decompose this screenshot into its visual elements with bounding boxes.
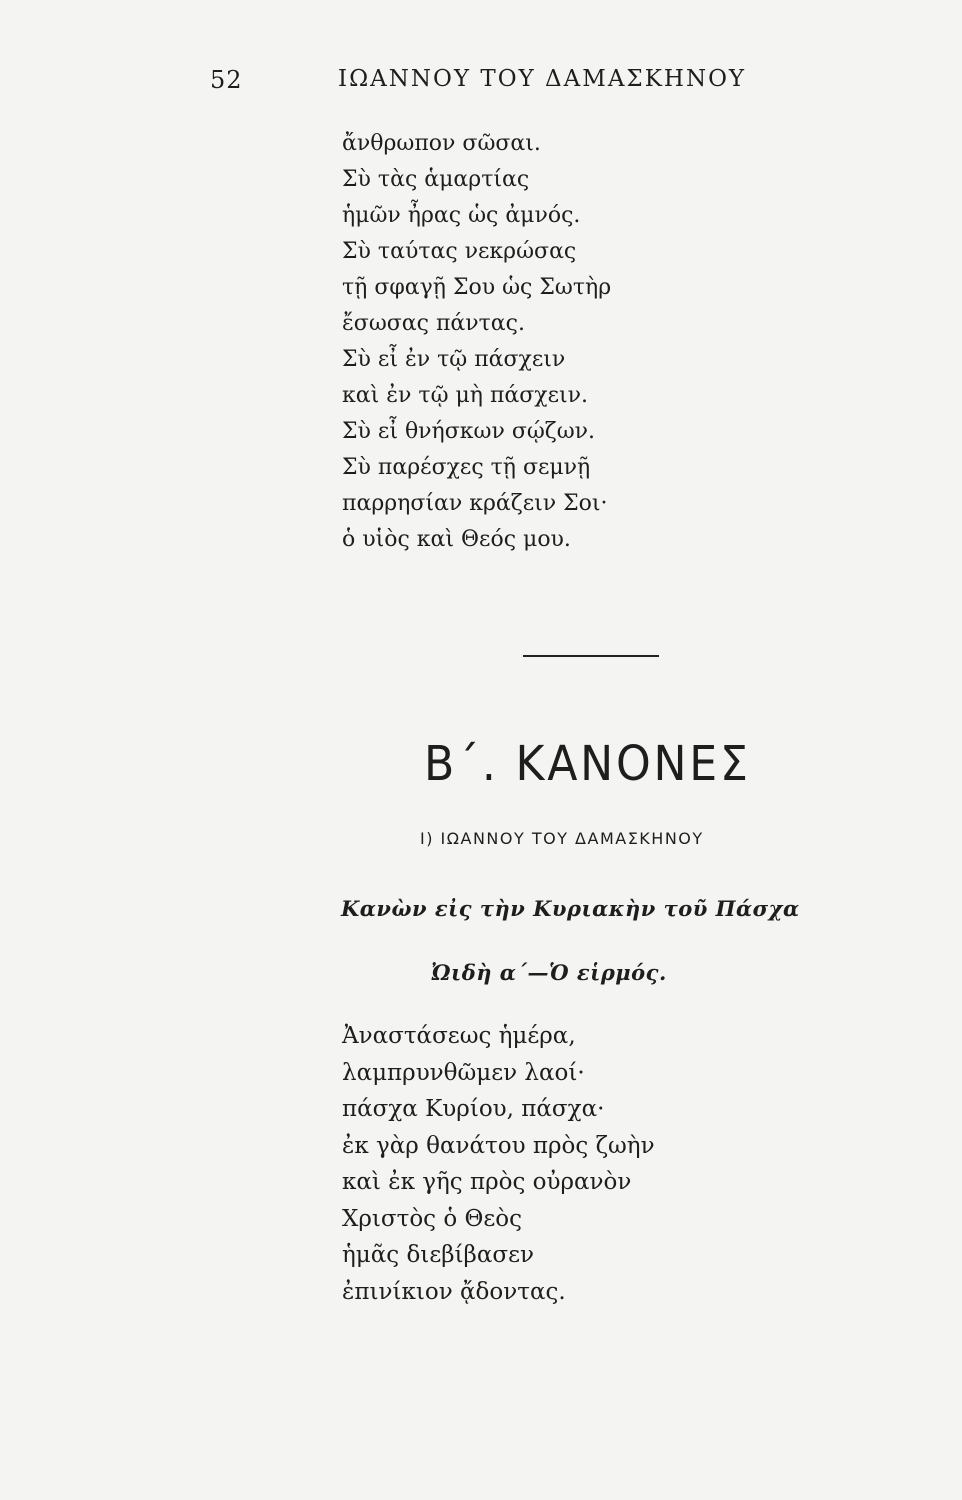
- verse-line: ὁ υἱὸς καὶ Θεός μου.: [342, 527, 571, 552]
- verse-line: πάσχα Κυρίου, πάσχα·: [342, 1096, 605, 1122]
- verse-line: ἐκ γὰρ θανάτου πρὸς ζωὴν: [342, 1132, 655, 1159]
- section-divider: [523, 655, 659, 657]
- verse-line: Σὺ παρέσχες τῇ σεμνῇ: [342, 455, 591, 480]
- verse-line: ἄνθρωπον σῶσαι.: [342, 131, 541, 156]
- page-number: 52: [210, 66, 243, 94]
- verse-line: Σὺ εἶ θνήσκων σῴζων.: [342, 419, 595, 444]
- verse-block-top: [342, 126, 611, 558]
- subsection-heading: Ι) ΙΩΑΝΝΟΥ ΤΟΥ ΔΑΜΑΣΚΗΝΟΥ: [420, 829, 704, 848]
- section-title: Β΄. ΚΑΝΟΝΕΣ: [424, 736, 751, 792]
- canon-title: Κανὼν εἰς τὴν Κυριακὴν τοῦ Πάσχα: [341, 896, 800, 921]
- verse-line: Σὺ τὰς ἁμαρτίας: [342, 167, 530, 192]
- verse-line: ἔσωσας πάντας.: [342, 311, 525, 336]
- verse-line: ἡμῶν ἦρας ὡς ἀμνός.: [342, 203, 581, 228]
- verse-line: λαμπρυνθῶμεν λαοί·: [342, 1059, 585, 1086]
- verse-line: Χριστὸς ὁ Θεὸς: [342, 1205, 523, 1232]
- verse-line: ἡμᾶς διεβίβασεν: [342, 1242, 534, 1268]
- verse-line: καὶ ἐν τῷ μὴ πάσχειν.: [342, 383, 589, 408]
- verse-line: Ἀναστάσεως ἡμέρα,: [342, 1023, 576, 1049]
- ode-heading: Ὠιδὴ α΄—Ὁ εἱρμός.: [431, 960, 667, 985]
- verse-line: ἐπινίκιον ᾄδοντας.: [342, 1278, 566, 1305]
- verse-line: παρρησίαν κράζειν Σοι·: [342, 491, 608, 516]
- verse-block-bottom: [342, 1018, 655, 1310]
- verse-line: Σὺ ταύτας νεκρώσας: [342, 239, 577, 264]
- verse-line: καὶ ἐκ γῆς πρὸς οὐρανὸν: [342, 1169, 632, 1195]
- verse-line: τῇ σφαγῇ Σου ὡς Σωτὴρ: [342, 275, 612, 300]
- running-head: ΙΩΑΝΝΟΥ ΤΟΥ ΔΑΜΑΣΚΗΝΟΥ: [338, 66, 747, 92]
- verse-line: Σὺ εἶ ἐν τῷ πάσχειν: [342, 347, 566, 372]
